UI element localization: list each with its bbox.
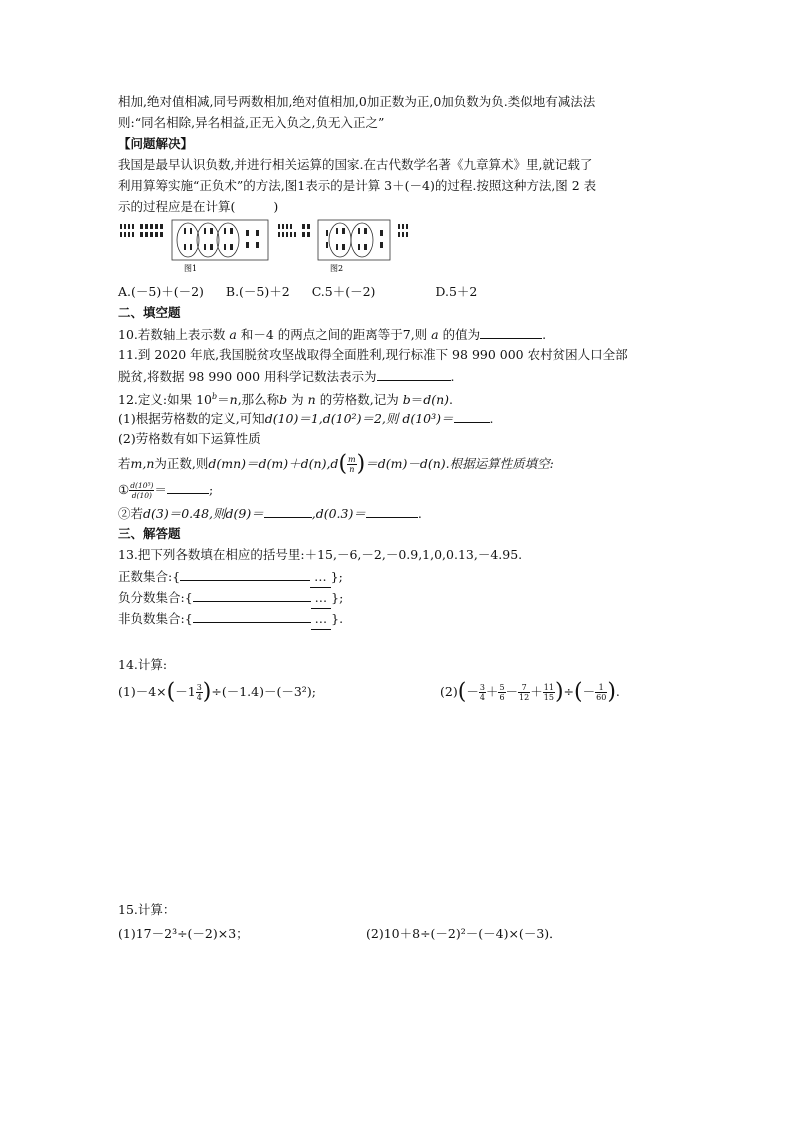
- text: (1)根据劳格数的定义,可知: [118, 411, 265, 426]
- text: 10.若数轴上表示数: [118, 327, 226, 342]
- text: ＝d(m)－d(n).根据运算性质填空:: [365, 456, 554, 471]
- text: };: [331, 590, 344, 605]
- answer-options: [118, 282, 477, 302]
- text: ÷(－1.4)－(－3²);: [211, 684, 316, 699]
- question-12-line1: [118, 387, 453, 410]
- text: d(3)＝0.48,则: [143, 506, 226, 521]
- answer-blank[interactable]: [193, 587, 311, 602]
- question-15-part1: (1)17－2³÷(－2)×3；: [118, 926, 249, 941]
- text: ;: [208, 482, 214, 497]
- set-negative-fraction: [118, 587, 343, 609]
- question-14-stem: 14.计算:: [118, 657, 168, 672]
- text: ②若: [118, 506, 144, 521]
- text: 和－4 的两点之间的距离等于7,则: [240, 327, 428, 342]
- question-12-item1: [118, 479, 213, 500]
- text-line: 利用算筹实施“正负术”的方法,图1表示的是计算 3＋(－4)的过程.按照这种方法,图 2 表: [118, 178, 597, 193]
- answer-blank[interactable]: [193, 608, 311, 623]
- answer-blank[interactable]: [454, 408, 490, 423]
- set-non-negative: [118, 608, 343, 630]
- text: 12.定义:如果 10: [118, 392, 212, 408]
- text: ,那么称: [237, 392, 280, 408]
- problem-solving-heading: 【问题解决】: [118, 136, 194, 151]
- text: ＝: [217, 392, 230, 408]
- text: 非负数集合:{: [118, 611, 193, 626]
- var: n: [229, 392, 238, 408]
- text: 示的过程应是在计算(: [118, 199, 236, 214]
- fraction: $\frac{3}{4}$: [196, 683, 202, 702]
- ellipsis: …: [311, 588, 332, 609]
- text: 负分数集合:{: [118, 590, 193, 605]
- set-positive: [118, 566, 343, 588]
- figure1-caption: 图1: [184, 264, 198, 273]
- section-heading: 三、解答题: [118, 526, 181, 541]
- var: d(n): [423, 392, 450, 408]
- answer-blank[interactable]: [366, 503, 418, 518]
- text: d(mn)＝d(m)＋d(n),d: [208, 456, 339, 471]
- var: a: [229, 327, 237, 342]
- rod-group-icon: [120, 224, 163, 237]
- text: 正数集合:{: [118, 569, 181, 584]
- question-13-stem: 13.把下列各数填在相应的括号里:＋15,－6,－2,－0.9,1,0,0.13,－4.95.: [118, 547, 523, 562]
- text-line: 则:“同名相除,异名相益,正无入负之,负无入正之”: [118, 115, 385, 130]
- text: d(9)＝: [225, 506, 264, 521]
- text: ①: [118, 482, 130, 497]
- text-line: 相加,绝对值相减,同号两数相加,绝对值相加,0加正数为正,0加负数为负.类似地有减法法: [118, 94, 596, 109]
- ellipsis: …: [311, 609, 332, 630]
- fraction: $\frac{m}{n}$: [348, 455, 356, 474]
- text: (2): [440, 684, 458, 699]
- question-12-property: 若m,n为正数,则d(mn)＝d(m)＋d(n),d( $\frac{m}{n}$ )＝d(m)－d(n).根据运算性质填空:: [118, 451, 554, 477]
- text: ＝: [154, 482, 167, 497]
- text: 的劳格数,记为: [319, 392, 399, 408]
- text: ,d(0.3)＝: [311, 506, 366, 521]
- var: b: [279, 392, 288, 408]
- counting-rods-figure: [118, 218, 438, 276]
- text: 为正数,则: [154, 456, 209, 471]
- sup: b: [211, 392, 218, 401]
- text: d(10)＝1,d(10²)＝2,则 d(10³)＝: [264, 411, 454, 426]
- text: (1)－4×: [118, 684, 167, 699]
- answer-blank[interactable]: [167, 479, 209, 494]
- option-c: C.5＋(－2): [311, 284, 376, 299]
- question-12-part1: (1)根据劳格数的定义,可知d(10)＝1,d(10²)＝2,则 d(10³)＝ .: [118, 408, 494, 429]
- text: .: [417, 506, 422, 521]
- var: a: [431, 327, 439, 342]
- var: n: [307, 392, 316, 408]
- answer-blank[interactable]: [377, 366, 451, 381]
- question-11-line2: [118, 366, 454, 387]
- question-14-part1: (1)－4×(－1 $\frac{3}{4}$ )÷(－1.4)－(－3²);: [118, 679, 316, 705]
- option-d: D.5＋2: [435, 284, 478, 299]
- text: .: [450, 369, 455, 384]
- text-line: 我国是最早认识负数,并进行相关运算的国家.在古代数学名著《九章算术》里,就记载了: [118, 157, 593, 172]
- answer-blank[interactable]: [264, 503, 312, 518]
- question-12-item2: [118, 503, 422, 524]
- question-10: [118, 324, 546, 345]
- text: .: [449, 392, 454, 408]
- question-stem: [118, 197, 278, 217]
- question-15-stem: 15.计算：: [118, 902, 176, 917]
- text: 脱贫,将数据 98 990 000 用科学记数法表示为: [118, 369, 377, 384]
- var: m,n: [130, 456, 155, 471]
- text: 若: [118, 456, 131, 471]
- option-a: A.(－5)＋(－2): [118, 284, 204, 299]
- question-14-part2: (2)(－ $\frac{3}{4}$ ＋ $\frac{5}{6}$ － $\frac{7}{12}$ ＋ $\frac{11}{15}$ )÷(－ $\frac{1}{60}$ ).: [440, 679, 620, 705]
- text: －1: [175, 684, 196, 699]
- figure2-caption: 图2: [330, 264, 344, 273]
- answer-blank[interactable]: [180, 566, 310, 581]
- var: b: [402, 392, 411, 408]
- text: }.: [331, 611, 344, 626]
- question-15-part2: (2)10＋8÷(－2)²－(－4)×(－3)．: [366, 926, 562, 941]
- question-11-line1: 11.到 2020 年底,我国脱贫攻坚战取得全面胜利,现行标准下 98 990 000 农村贫困人口全部: [118, 347, 628, 362]
- option-b: B.(－5)＋2: [225, 284, 290, 299]
- text: ＝: [410, 392, 424, 408]
- fraction: $\frac{\text{d(10⁵)}}{d(10)}$: [130, 481, 154, 500]
- section-heading: 二、填空题: [118, 305, 181, 320]
- text: 的值为: [442, 327, 481, 342]
- text: .: [542, 327, 547, 342]
- text: };: [330, 569, 343, 584]
- text: ): [273, 199, 279, 214]
- text: 为: [291, 392, 304, 408]
- ellipsis: …: [310, 567, 331, 588]
- question-12-part2: (2)劳格数有如下运算性质: [118, 431, 261, 446]
- answer-blank[interactable]: [480, 324, 542, 339]
